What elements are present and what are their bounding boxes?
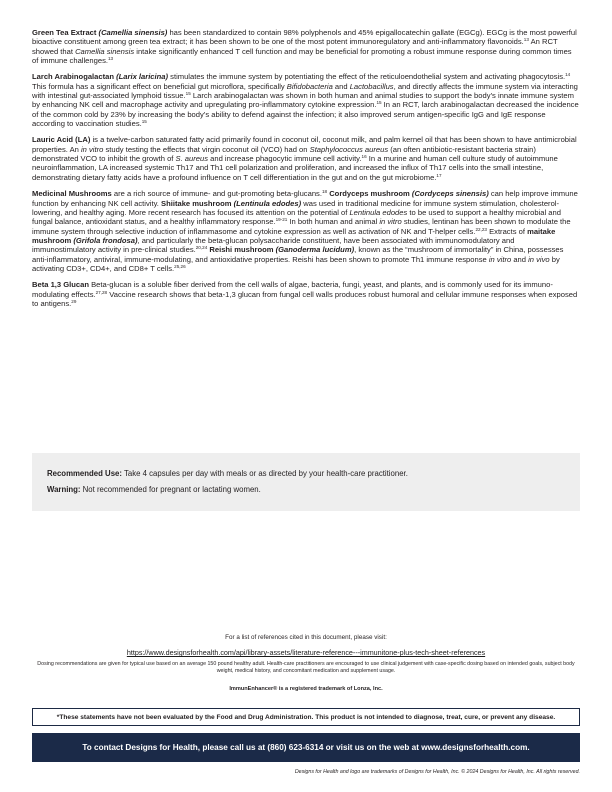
recommended-use-label: Recommended Use: — [47, 469, 122, 478]
references-link[interactable]: https://www.designsforhealth.com/api/library-assets/literature-reference---immunitone-plus-tech-sheet-references — [126, 648, 486, 657]
text-segment: Shiitake mushroom — [161, 198, 234, 208]
text-segment: Green Tea Extract — [32, 28, 99, 37]
contact-banner: To contact Designs for Health, please call us at (860) 623-6314 or visit us on the web at www.designsforhealth.com. — [32, 733, 580, 762]
citation-superscript: 13 — [523, 37, 529, 43]
text-segment: in vivo — [528, 254, 550, 264]
paragraph-beta-glucan — [32, 280, 580, 308]
citation-superscript: 18 — [321, 189, 328, 195]
warning-label: Warning: — [47, 485, 81, 494]
paragraph-green-tea — [32, 28, 580, 65]
citation-superscript: 27,28 — [95, 289, 108, 295]
text-segment: Medicinal Mushrooms — [32, 189, 112, 199]
text-segment: in vitro — [488, 254, 512, 264]
citation-superscript: 15 — [376, 100, 382, 106]
text-segment: Beta 1,3 Glucan — [32, 280, 89, 290]
references-section — [32, 634, 580, 693]
text-segment: Staphylococcus aureus — [309, 144, 389, 154]
citation-superscript: 16 — [361, 154, 367, 160]
fda-disclaimer: *These statements have not been evaluated by the Food and Drug Administration. This product is not intended to diagnose, treat, cure, or prevent any disease. — [32, 708, 580, 726]
warning — [47, 485, 261, 495]
text-segment: , known as the “mushroom of immortality” in China, possesses anti-inflammatory, antiviral, immune-modulating, and antioxidative properties. Reishi has been shown to promote Th1 immune response — [32, 245, 564, 264]
paragraph-lauric-acid — [32, 135, 580, 182]
citation-superscript: 14 — [565, 72, 571, 78]
text-segment: Lentinula edodes — [349, 207, 408, 217]
citation-superscript: 22,23 — [475, 226, 487, 232]
text-segment: stimulates the immune system by potentiating the effect of the reticuloendothelial system and activating phagocytosis. — [168, 72, 566, 82]
text-segment: (Lentinula edodes) — [233, 198, 302, 208]
text-segment: by activating CD3+, CD4+, and CD8+ T cells. — [32, 254, 560, 273]
text-segment: in vitro — [80, 144, 104, 154]
trademark-note: ImmunEnhancer® is a registered trademark of Lonza, Inc. — [229, 686, 383, 692]
text-segment: (an often antibiotic-resistant bacteria strain) demonstrated VCO to inhibit the growth of — [32, 144, 536, 164]
text-segment: and — [511, 254, 529, 264]
citation-superscript: 13 — [107, 56, 114, 62]
citation-superscript: 29 — [71, 298, 77, 304]
recommended-use-box — [32, 453, 580, 511]
citation-superscript: 19-21 — [275, 217, 288, 223]
text-segment: was used in traditional medicine for immune system stimulation, cholesterol-lowering, and healthy aging. More recent research has focused its attention on the potential of — [32, 198, 560, 217]
text-segment: studies, lentinan has been shown to modulate the immune system through selective induction of inflammasome and cytokine expression as well as activation of NK and T-helper cells. — [32, 217, 571, 236]
text-segment: (Grifola frondosa) — [73, 235, 138, 245]
text-segment: Beta-glucan is a soluble fiber derived from the cell walls of algae, bacteria, fungi, yeast, and plants, and is commonly used for its immuno-modulating effects. — [32, 280, 553, 299]
recommended-use-text: Take 4 capsules per day with meals or as directed by your health-care practitioner. — [121, 469, 408, 478]
main-content — [32, 28, 580, 315]
dosing-note: Dosing recommendations are given for typical use based on an average 150 pound healthy adult. Health-care practitioners are encouraged to use clinical judgement with case-specific dosing based on intended goals, subject body weight, medical history, and concomitant medication and supplement usage. — [37, 661, 575, 674]
text-segment: in vitro — [379, 217, 402, 227]
citation-superscript: 25,26 — [174, 263, 186, 269]
text-segment: is a twelve-carbon saturated fatty acid primarily found in coconut oil, coconut milk, and palm kernel oil that has been shown to have antimicrobial properties. An — [32, 135, 577, 154]
footer-trademark: Designs for Health and logo are trademarks of Designs for Health, Inc. © 2024 Designs for Health, Inc. All rights reserved. — [294, 769, 580, 775]
citation-superscript: 20,24 — [195, 245, 208, 251]
recommended-use — [47, 469, 408, 479]
text-segment: has been standardized to contain 98% polyphenols and 45% epigallocatechin gallate (EGCg). EGCg is the most powerful bioactive constituent among green tea extract; it has been shown to be one of the most potent immunoregulatory and anti-inflammatory flavonoids. — [32, 28, 577, 47]
text-segment: and increase phagocytic immune cell activity. — [208, 154, 362, 164]
text-segment: , and particularly the beta-glucan polysaccharide constituent, have been associated with immunomodulatory and immunostimulatory activity in pre-clinical studies. — [32, 235, 515, 255]
text-segment: to be used to support a healthy microbial and fungal balance, antioxidant status, and a healthy inflammatory response. — [32, 207, 561, 227]
text-segment: S. aureus — [175, 154, 209, 164]
text-segment: Extracts of — [486, 226, 528, 236]
text-segment: study testing the effects that virgin coconut oil (VCO) had on — [103, 144, 310, 154]
references-intro: For a list of references cited in this document, please visit: — [225, 634, 387, 641]
text-segment: In an RCT, larch arabinogalactan decreased the incidence of the common cold by 23% by increasing the body’s ability to defend against the infection; it also improved serum antigen-specific IgG and IgE response according to vaccination studies. — [32, 100, 579, 129]
text-segment: Vaccine research shows that beta-1,3 glucan from fungal cell walls produces robust humoral and cellular immune responses when exposed to antigens. — [32, 289, 578, 308]
text-segment: maitake mushroom — [32, 226, 556, 245]
text-segment: Bifidobacteria — [286, 81, 333, 91]
text-segment: (Ganoderma lucidum) — [275, 245, 355, 255]
text-segment: Cordyceps mushroom — [329, 189, 412, 199]
text-segment: An RCT showed that — [32, 37, 558, 56]
text-segment: In both human and animal — [287, 217, 380, 227]
text-segment: (Larix laricina) — [116, 72, 169, 82]
paragraph-larch-arabinogalactan — [32, 72, 580, 128]
citation-superscript: 15 — [141, 119, 147, 125]
text-segment: Lactobacillus — [349, 81, 394, 91]
text-segment: intake significantly enhanced T cell function and may be beneficial for promoting a robust immune response during common times of immune challenges. — [32, 46, 572, 66]
text-segment: This formula has a significant effect on beneficial gut microflora, specifically — [32, 81, 287, 91]
text-segment: can help improve immune function by enhancing NK cell activity. — [32, 189, 578, 208]
text-segment: Larch Arabinogalactan — [32, 72, 117, 82]
text-segment: Reishi mushroom — [209, 245, 276, 255]
text-segment: (Camellia sinensis) — [98, 28, 168, 37]
text-segment: are a rich source of immune- and gut-promoting beta-glucans. — [111, 189, 322, 199]
text-segment: and — [332, 81, 350, 91]
citation-superscript: 15 — [185, 91, 191, 97]
text-segment: Lauric Acid (LA) — [32, 135, 91, 145]
text-segment: Camellia sinensis — [75, 46, 135, 56]
text-segment: In a murine and human cell culture study of autoimmune neuroinflammation, LA increased systemic Th17 and Th1 cell polarization and proliferation, and increased the influx of Th17 cells into the small intestine, demonstrating dietary fatty acids have a profound influence on T cell differentiation in the gut and on the gut microbiome. — [32, 154, 558, 182]
citation-superscript: 17 — [436, 172, 442, 178]
paragraph-medicinal-mushrooms — [32, 189, 580, 273]
text-segment: (Cordyceps sinensis) — [411, 189, 489, 199]
text-segment: , and directly affects the immune system via interacting with intestinal gut-associated lymphoid tissue. — [32, 81, 578, 101]
warning-text: Not recommended for pregnant or lactating women. — [80, 485, 261, 494]
text-segment: Larch arabinogalactan was shown in both human and animal studies to support the body’s innate immune system by enhancing NK cell and macrophage activity and upregulating pro-inflammatory cytokine expression. — [32, 91, 574, 110]
